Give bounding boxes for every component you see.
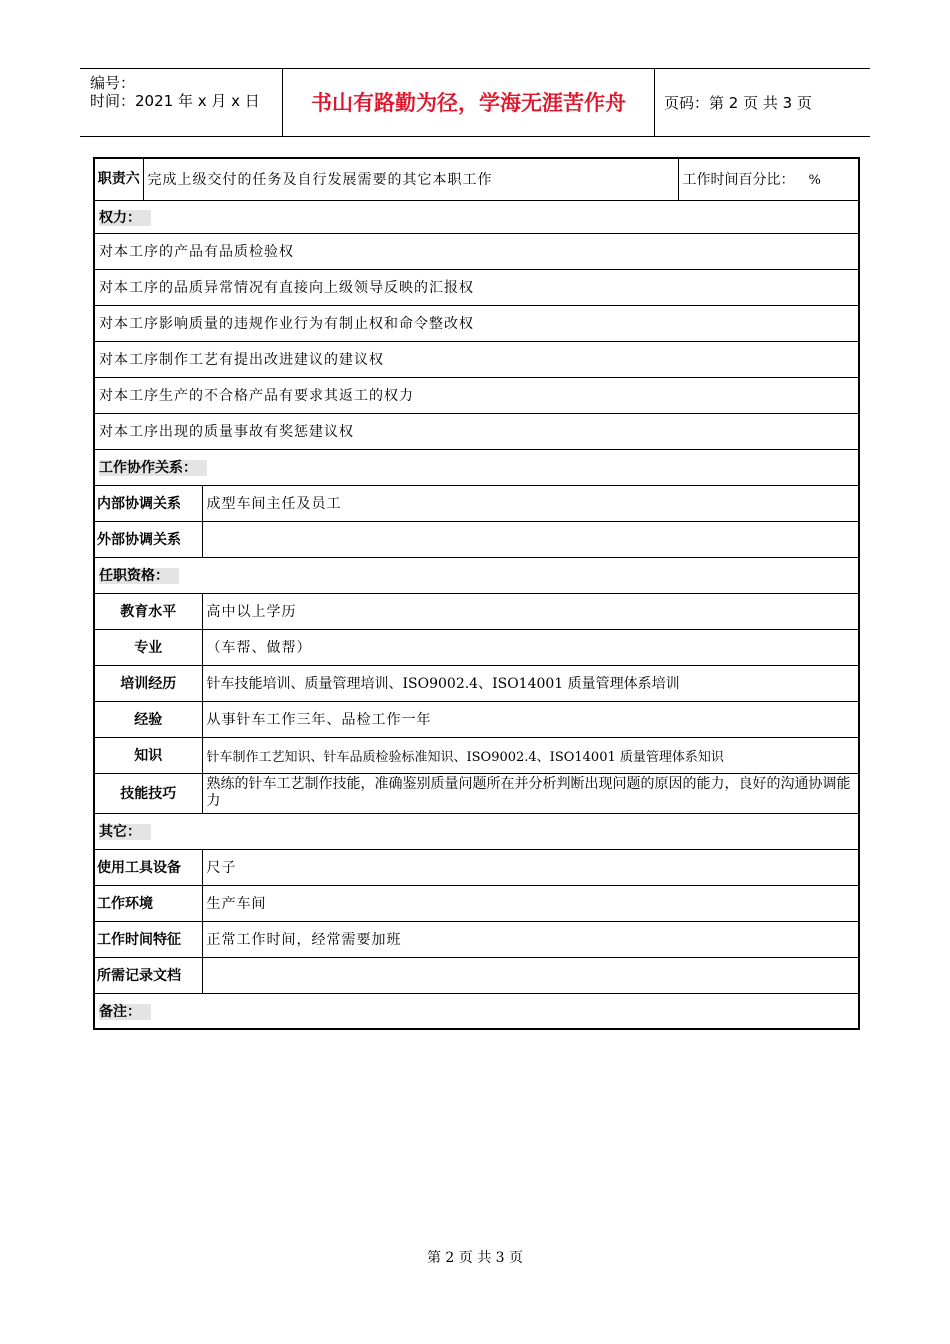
header-motto: 书山有路勤为径，学海无涯苦作舟 [311, 91, 626, 115]
qualification-value: 针车技能培训、质量管理培训、ISO9002.4、ISO14001 质量管理体系培训 [202, 665, 859, 701]
qualification-label: 培训经历 [94, 665, 202, 701]
power-item-text: 对本工序生产的不合格产品有要求其返工的权力 [94, 377, 859, 413]
relations-section-row [94, 449, 859, 485]
document-code: 编号： [90, 74, 136, 92]
work-time-label: 工作时间百分比： [682, 172, 795, 189]
external-relations-label: 外部协调关系 [94, 521, 202, 557]
qualification-label: 知识 [94, 737, 202, 773]
qualification-row [94, 593, 859, 629]
power-item [94, 269, 859, 305]
duty-six-row [94, 158, 859, 200]
powers-title: 权力： [94, 200, 859, 233]
document-date: 时间：2021 年 x 月 x 日 [90, 92, 260, 110]
header-page-info: 页码：第 2 页 共 3 页 [664, 94, 812, 112]
remarks-row [94, 993, 859, 1029]
job-description-table [93, 157, 860, 1030]
other-label: 所需记录文档 [94, 957, 202, 993]
other-row [94, 849, 859, 885]
qualification-row [94, 737, 859, 773]
work-time-percentage [678, 158, 859, 200]
internal-relations-label: 内部协调关系 [94, 485, 202, 521]
other-row [94, 921, 859, 957]
other-value: 尺子 [202, 849, 859, 885]
other-row [94, 957, 859, 993]
qualifications-section-row [94, 557, 859, 593]
other-label: 使用工具设备 [94, 849, 202, 885]
powers-section-row [94, 200, 859, 233]
qualification-value: 针车制作工艺知识、针车品质检验标准知识、ISO9002.4、ISO14001 质量管理体系知识 [202, 737, 859, 773]
external-relations-row [94, 521, 859, 557]
other-value: 正常工作时间，经常需要加班 [202, 921, 859, 957]
power-item-text: 对本工序出现的质量事故有奖惩建议权 [94, 413, 859, 449]
qualification-value: 熟练的针车工艺制作技能，准确鉴别质量问题所在并分析判断出现问题的原因的能力，良好的沟通协调能力 [202, 773, 859, 813]
other-value: 生产车间 [202, 885, 859, 921]
power-item-text: 对本工序的品质异常情况有直接向上级领导反映的汇报权 [94, 269, 859, 305]
other-label: 工作时间特征 [94, 921, 202, 957]
power-item-text: 对本工序的产品有品质检验权 [94, 233, 859, 269]
duty-six-label: 职责六 [94, 158, 143, 200]
remarks-title: 备注： [94, 993, 859, 1029]
qualification-label: 经验 [94, 701, 202, 737]
power-item [94, 413, 859, 449]
internal-relations-row [94, 485, 859, 521]
header-divider-right [654, 68, 655, 136]
others-section-row [94, 813, 859, 849]
others-title: 其它： [94, 813, 859, 849]
power-item [94, 233, 859, 269]
internal-relations-value: 成型车间主任及员工 [202, 485, 859, 521]
qualification-label: 教育水平 [94, 593, 202, 629]
power-item-text: 对本工序制作工艺有提出改进建议的建议权 [94, 341, 859, 377]
qualification-label: 技能技巧 [94, 773, 202, 813]
qualifications-title: 任职资格： [94, 557, 859, 593]
qualification-row [94, 665, 859, 701]
external-relations-value [202, 521, 859, 557]
page-footer: 第 2 页 共 3 页 [426, 1250, 524, 1266]
header-bottom-rule [80, 136, 870, 137]
power-item-text: 对本工序影响质量的违规作业行为有制止权和命令整改权 [94, 305, 859, 341]
power-item [94, 341, 859, 377]
qualification-row [94, 773, 859, 813]
other-value [202, 957, 859, 993]
qualification-row [94, 629, 859, 665]
duty-six-text: 完成上级交付的任务及自行发展需要的其它本职工作 [143, 158, 678, 200]
other-label: 工作环境 [94, 885, 202, 921]
qualification-value: （车帮、做帮） [202, 629, 859, 665]
power-item [94, 377, 859, 413]
power-item [94, 305, 859, 341]
qualification-value: 高中以上学历 [202, 593, 859, 629]
relations-title: 工作协作关系： [94, 449, 859, 485]
other-row [94, 885, 859, 921]
qualification-label: 专业 [94, 629, 202, 665]
qualification-value: 从事针车工作三年、品检工作一年 [202, 701, 859, 737]
work-time-value: % [808, 173, 821, 189]
qualification-row [94, 701, 859, 737]
